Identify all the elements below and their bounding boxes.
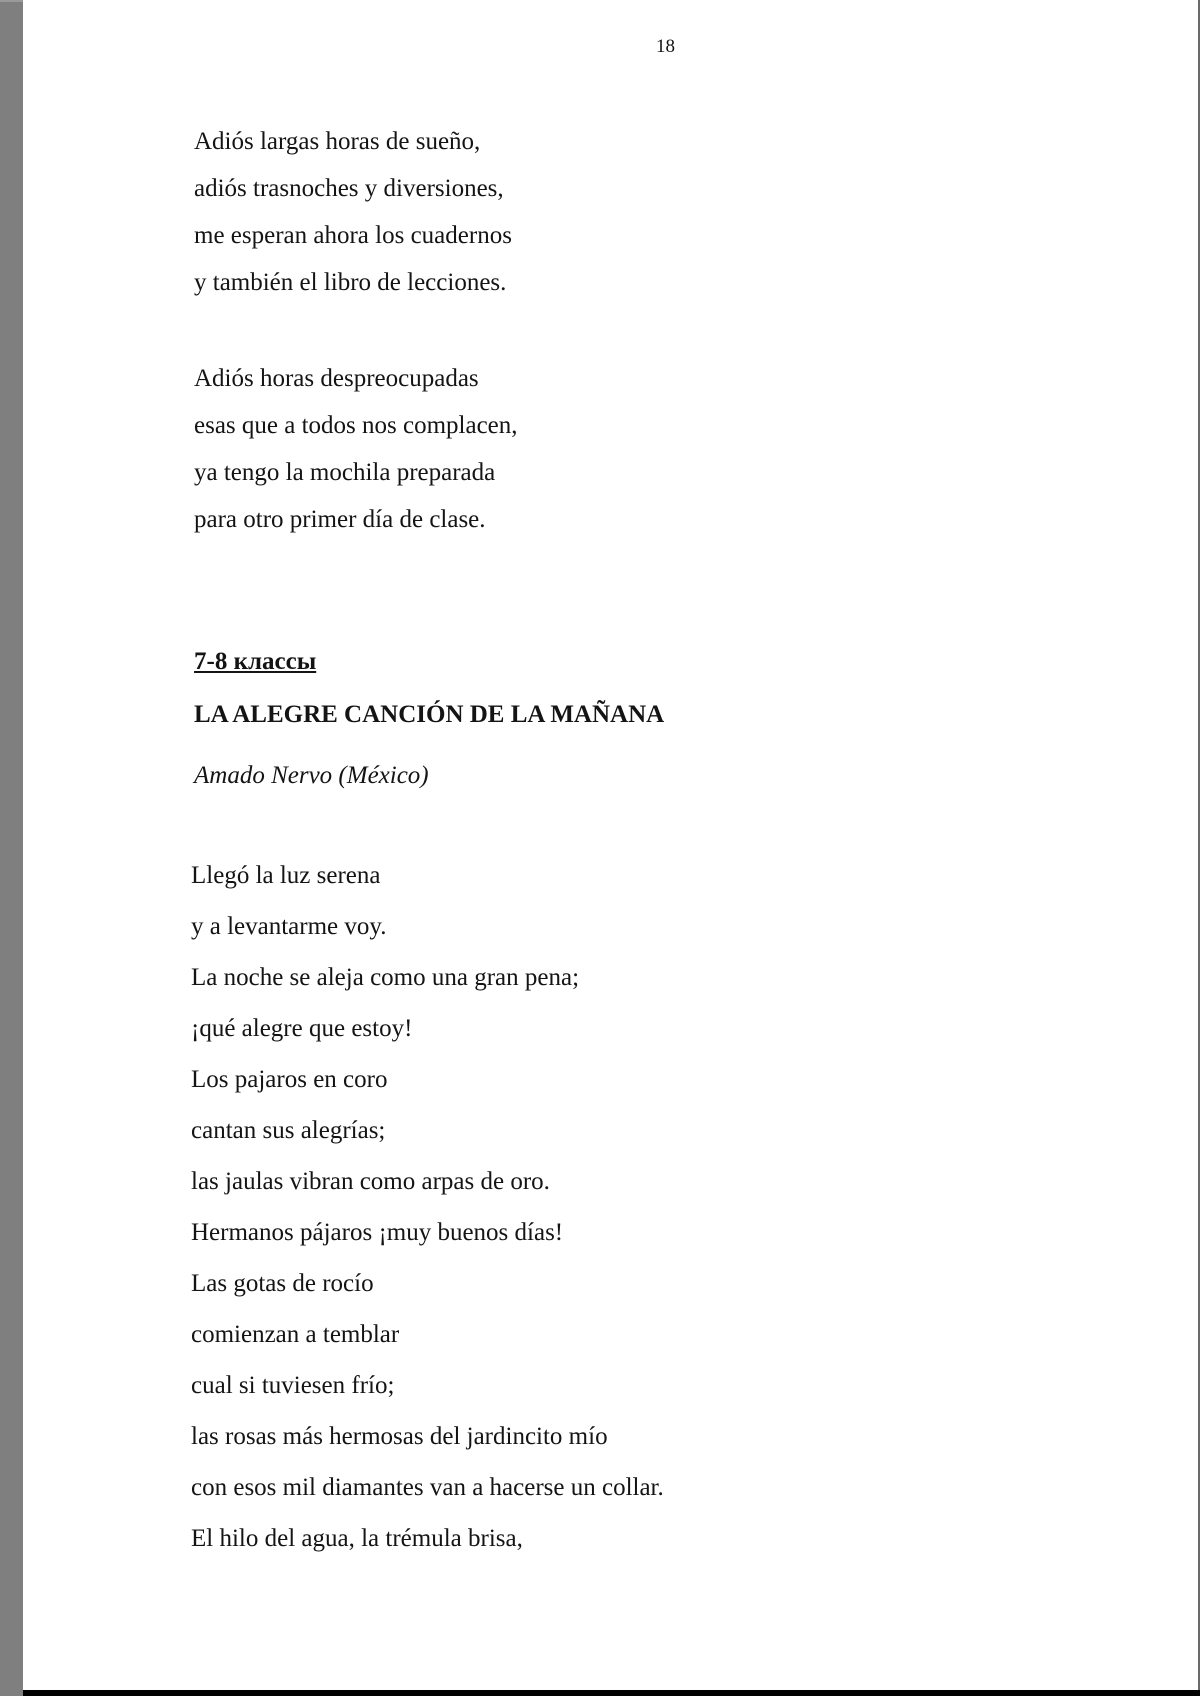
poem-author: Amado Nervo (México)	[194, 762, 429, 789]
poem-line: Llegó la luz serena	[191, 862, 381, 889]
page-number: 18	[656, 36, 675, 57]
poem-line: comienzan a temblar	[191, 1321, 400, 1348]
stanza-2-line: ya tengo la mochila preparada	[194, 459, 496, 486]
stanza-1-line: adiós trasnoches y diversiones,	[194, 175, 504, 202]
stanza-2-line: esas que a todos nos complacen,	[194, 412, 518, 439]
poem-line: las rosas más hermosas del jardincito mío	[191, 1423, 608, 1450]
stanza-1-line: y también el libro de lecciones.	[194, 269, 507, 296]
grade-heading: 7-8 классы	[194, 648, 317, 675]
poem-line: ¡qué alegre que estoy!	[191, 1015, 413, 1042]
document-page	[23, 0, 1198, 1690]
poem-line: Los pajaros en coro	[191, 1066, 388, 1093]
poem-line: El hilo del agua, la trémula brisa,	[191, 1525, 523, 1552]
poem-line: cantan sus alegrías;	[191, 1117, 386, 1144]
poem-line: La noche se aleja como una gran pena;	[191, 964, 580, 991]
poem-line: y a levantarme voy.	[191, 913, 387, 940]
poem-line: cual si tuviesen frío;	[191, 1372, 395, 1399]
poem-line: Hermanos pájaros ¡muy buenos días!	[191, 1219, 564, 1246]
poem-title: LA ALEGRE CANCIÓN DE LA MAÑANA	[194, 701, 665, 728]
stanza-1-line: me esperan ahora los cuadernos	[194, 222, 512, 249]
stanza-2-line: Adiós horas despreocupadas	[194, 365, 479, 392]
poem-line: Las gotas de rocío	[191, 1270, 374, 1297]
stanza-1-line: Adiós largas horas de sueño,	[194, 128, 481, 155]
poem-line: con esos mil diamantes van a hacerse un collar.	[191, 1474, 664, 1501]
left-margin-bar	[0, 0, 23, 1696]
stanza-2-line: para otro primer día de clase.	[194, 506, 486, 533]
bottom-edge-bar	[23, 1690, 1200, 1696]
poem-line: las jaulas vibran como arpas de oro.	[191, 1168, 550, 1195]
